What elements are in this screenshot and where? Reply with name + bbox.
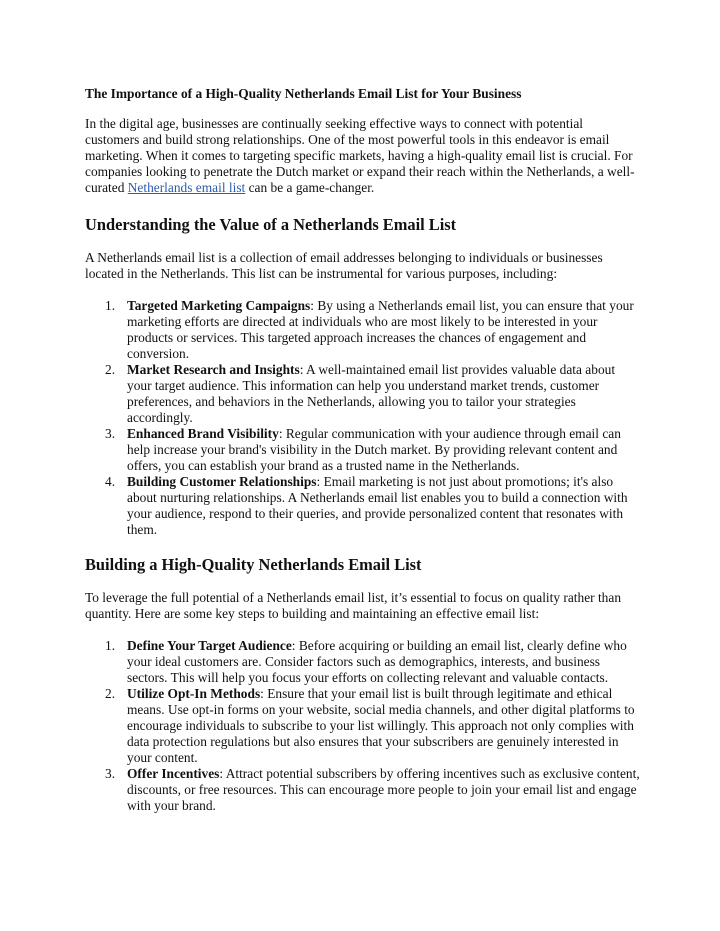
section-heading-build: Building a High-Quality Netherlands Email List bbox=[85, 555, 422, 574]
list-item-text: : Email marketing is not just about promotions; it's also about nurturing relationships. A Netherlands email list enables you to build a connection with your audience, respond to their queries, and provide personalized content that resonates with them. bbox=[127, 474, 628, 537]
list-item-term: Market Research and Insights bbox=[127, 362, 300, 377]
list-item-number: 1. bbox=[105, 298, 116, 313]
list-item bbox=[85, 298, 640, 362]
list-item bbox=[85, 362, 640, 426]
list-item-number: 2. bbox=[105, 686, 116, 701]
list-item bbox=[85, 766, 640, 814]
list-item-term: Enhanced Brand Visibility bbox=[127, 426, 279, 441]
list-item-number: 3. bbox=[105, 766, 116, 781]
list-item-term: Building Customer Relationships bbox=[127, 474, 317, 489]
list-item-text: : Regular communication with your audience through email can help increase your brand's visibility in the Dutch market. By providing relevant content and offers, you can establish your brand as a trusted name in the Netherlands. bbox=[127, 426, 621, 473]
list-item-text: : Ensure that your email list is built through legitimate and ethical means. Use opt-in forms on your website, social media channels, and other digital platforms to encourage individuals to subscribe to your list willingly. This approach not only complies with data protection regulations but also ensures that your subscribers are genuinely interested in your content. bbox=[127, 686, 635, 765]
list-item-term: Utilize Opt-In Methods bbox=[127, 686, 261, 701]
document-title: The Importance of a High-Quality Netherlands Email List for Your Business bbox=[85, 86, 522, 101]
list-item bbox=[85, 474, 640, 538]
intro-text-before: In the digital age, businesses are continually seeking effective ways to connect with potential customers and build strong relationships. One of the most powerful tools in this endeavor is email marketing. When it comes to targeting specific markets, having a high-quality email list is crucial. For companies looking to penetrate the Dutch market or expand their reach within the Netherlands, a well-curated bbox=[85, 116, 635, 195]
list-item-number: 1. bbox=[105, 638, 116, 653]
list-item bbox=[85, 426, 640, 474]
build-list bbox=[85, 638, 640, 814]
section-build-paragraph: To leverage the full potential of a Netherlands email list, it’s essential to focus on quality rather than quantity. Here are some key steps to building and maintaining an effective email list: bbox=[85, 590, 622, 621]
list-item bbox=[85, 638, 640, 686]
list-item-number: 3. bbox=[105, 426, 116, 441]
section-heading-value: Understanding the Value of a Netherlands Email List bbox=[85, 215, 457, 234]
list-item-term: Offer Incentives bbox=[127, 766, 220, 781]
value-list bbox=[85, 298, 640, 538]
list-item-text: : Before acquiring or building an email list, clearly define who your ideal customers are. Consider factors such as demographics, interests, and business sectors. This will help you focus your efforts on collecting relevant and valuable contacts. bbox=[127, 638, 627, 685]
list-item-term: Targeted Marketing Campaigns bbox=[127, 298, 311, 313]
list-item bbox=[85, 686, 640, 766]
intro-paragraph bbox=[85, 116, 640, 196]
list-item-number: 2. bbox=[105, 362, 116, 377]
list-item-number: 4. bbox=[105, 474, 116, 489]
document-page bbox=[85, 86, 640, 814]
section-value-paragraph: A Netherlands email list is a collection of email addresses belonging to individuals or businesses located in the Netherlands. This list can be instrumental for various purposes, including: bbox=[85, 250, 603, 281]
list-item-term: Define Your Target Audience bbox=[127, 638, 292, 653]
netherlands-email-list-link[interactable]: Netherlands email list bbox=[127, 180, 246, 195]
list-item-text: : By using a Netherlands email list, you can ensure that your marketing efforts are directed at individuals who are most likely to be interested in your products or services. This targeted approach increases the chances of engagement and conversion. bbox=[127, 298, 634, 361]
list-item-text: : A well-maintained email list provides valuable data about your target audience. This information can help you understand market trends, customer preferences, and behaviors in the Netherlands, allowing you to tailor your strategies accordingly. bbox=[127, 362, 616, 425]
intro-text-after: can be a game-changer. bbox=[245, 180, 375, 195]
list-item-text: : Attract potential subscribers by offering incentives such as exclusive content, discounts, or free resources. This can encourage more people to join your email list and engage with your brand. bbox=[127, 766, 640, 813]
